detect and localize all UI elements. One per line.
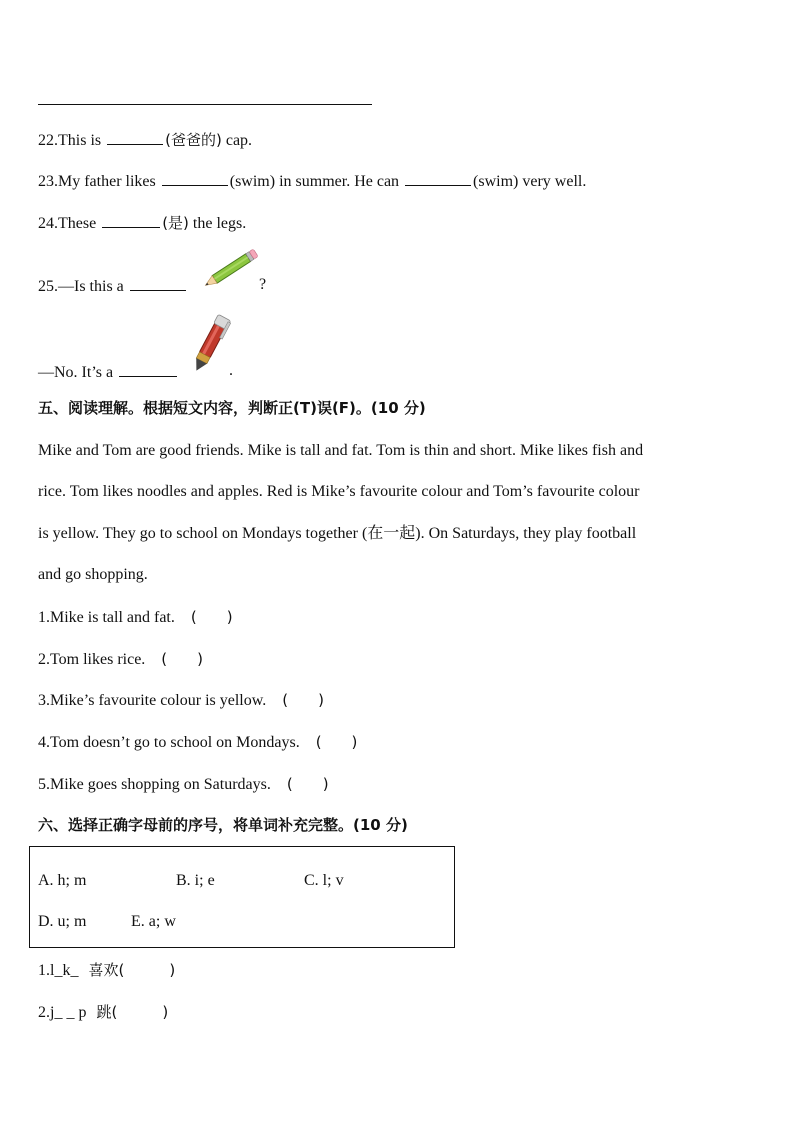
answer-paren[interactable]: ( ) bbox=[161, 650, 204, 668]
question-number: 23. bbox=[38, 173, 58, 190]
spelling-item: 2.j_ _ p 跳( ) bbox=[38, 1003, 169, 1021]
option-c: C. l; v bbox=[304, 872, 344, 889]
answer-paren[interactable]: ( ) bbox=[111, 1003, 169, 1021]
question-text: My father likes bbox=[58, 173, 156, 190]
answer-blank[interactable] bbox=[102, 212, 160, 228]
question-text: very well. bbox=[522, 173, 587, 190]
question-number: 24. bbox=[38, 215, 58, 232]
answer-blank[interactable] bbox=[119, 361, 177, 377]
answer-paren[interactable]: ( ) bbox=[282, 691, 324, 709]
question-25-answer bbox=[38, 361, 179, 383]
option-a: A. h; m bbox=[38, 872, 87, 889]
question-text: —No. It’s a bbox=[38, 364, 114, 381]
question-24 bbox=[38, 212, 246, 234]
answer-line bbox=[38, 104, 372, 105]
options-box bbox=[29, 846, 455, 948]
section-heading: 五、阅读理解。根据短文内容，判断正(T)误(F)。(10 分) bbox=[38, 399, 426, 417]
question-text: These bbox=[58, 215, 97, 232]
sentence-end: . bbox=[229, 362, 233, 379]
tf-item: 1.Mike is tall and fat. ( ) bbox=[38, 608, 233, 626]
question-22 bbox=[38, 129, 252, 151]
question-text: the legs. bbox=[192, 215, 247, 232]
hint-text: (是) bbox=[162, 214, 189, 232]
pencil-icon bbox=[198, 248, 262, 292]
answer-paren[interactable]: ( ) bbox=[286, 775, 329, 793]
tf-item: 4.Tom doesn’t go to school on Mondays. ( ) bbox=[38, 733, 358, 751]
option-b: B. i; e bbox=[176, 872, 215, 889]
pen-icon bbox=[186, 312, 234, 378]
answer-blank[interactable] bbox=[162, 170, 228, 186]
passage-line: is yellow. They go to school on Mondays together (在一起). On Saturdays, they play football bbox=[38, 525, 637, 542]
question-text: This is bbox=[58, 132, 102, 149]
passage-line: rice. Tom likes noodles and apples. Red is Mike’s favourite colour and Tom’s favourite colour bbox=[38, 483, 640, 500]
question-number: 25. bbox=[38, 278, 58, 295]
tf-item: 5.Mike goes shopping on Saturdays. ( ) bbox=[38, 775, 329, 793]
answer-blank[interactable] bbox=[107, 129, 163, 145]
question-text: cap. bbox=[225, 132, 253, 149]
hint-text: (swim) bbox=[229, 173, 276, 190]
passage-line: Mike and Tom are good friends. Mike is tall and fat. Tom is thin and short. Mike likes fish and bbox=[38, 442, 644, 459]
answer-blank[interactable] bbox=[405, 170, 471, 186]
question-25 bbox=[38, 275, 188, 297]
answer-paren[interactable]: ( ) bbox=[315, 733, 358, 751]
answer-paren[interactable]: ( ) bbox=[190, 608, 233, 626]
hint-text: (爸爸的) bbox=[165, 131, 222, 149]
question-text: —Is this a bbox=[58, 278, 124, 295]
tf-item: 3.Mike’s favourite colour is yellow. ( ) bbox=[38, 691, 324, 709]
answer-blank[interactable] bbox=[130, 275, 186, 291]
question-text: in summer. He can bbox=[279, 173, 400, 190]
option-e: E. a; w bbox=[131, 913, 176, 930]
question-mark: ? bbox=[259, 276, 267, 293]
section-heading: 六、选择正确字母前的序号，将单词补充完整。(10 分) bbox=[38, 816, 408, 834]
passage-line: and go shopping. bbox=[38, 566, 148, 583]
question-23 bbox=[38, 170, 586, 192]
answer-paren[interactable]: ( ) bbox=[118, 961, 176, 979]
hint-text: (swim) bbox=[473, 173, 519, 190]
spelling-item: 1.l_k_ 喜欢( ) bbox=[38, 961, 176, 979]
tf-item: 2.Tom likes rice. ( ) bbox=[38, 650, 204, 668]
option-d: D. u; m bbox=[38, 913, 87, 930]
question-number: 22. bbox=[38, 132, 58, 149]
